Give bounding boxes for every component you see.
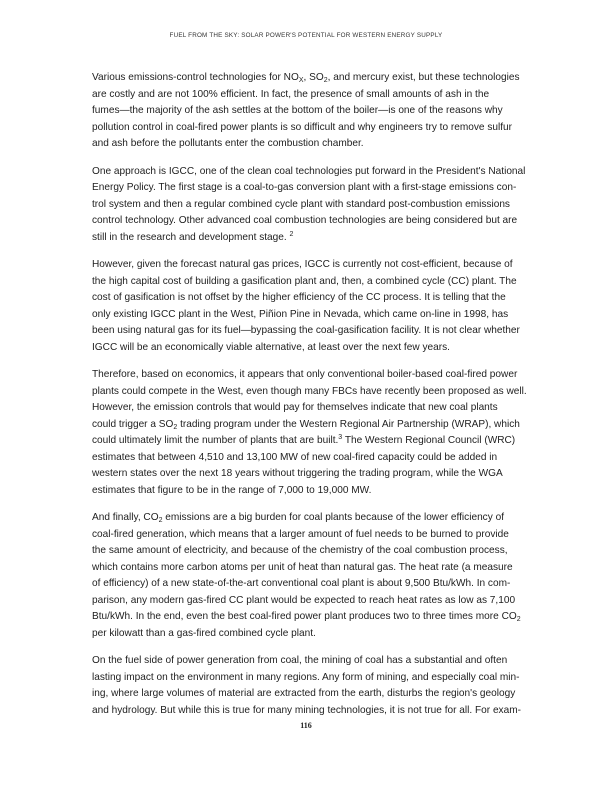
text-run: the same amount of electricity, and because of the chemistry of the coal combustion process,	[92, 545, 508, 556]
text-run: emissions are a big burden for coal plants because of the lower efficiency of	[162, 512, 504, 523]
text-line	[92, 164, 526, 181]
text-run: pollution control in coal-fired power plants is so difficult and why engineers try to remove sulfur	[92, 121, 513, 133]
text-run: One approach is IGCC, one of the clean coal technologies put forward in the President's National	[92, 165, 526, 177]
subscript: 2	[516, 616, 521, 623]
text-line	[92, 307, 522, 324]
text-run: However, the emission controls that would pay for themselves indicate that new coal plants	[92, 402, 498, 413]
text-run: which contains more carbon atoms per unit of heat than natural gas. The heat rate (a measure	[92, 561, 513, 573]
text-run: still in the research and development stage.	[92, 231, 290, 243]
text-run: On the fuel side of power generation from coal, the mining of coal has a substantial and often	[92, 655, 508, 666]
text-line	[92, 367, 522, 384]
text-line	[92, 560, 522, 577]
page-number: 116	[300, 721, 312, 730]
body-text	[92, 70, 527, 730]
text-line	[92, 120, 522, 137]
text-line	[92, 609, 522, 626]
text-run: The Western Regional Council (WRC)	[342, 435, 516, 446]
subscript: 2	[173, 423, 178, 431]
text-line	[92, 653, 522, 670]
text-run: could ultimately limit the number of plants that are built.	[92, 435, 339, 446]
text-line	[92, 417, 522, 434]
text-line	[92, 180, 522, 197]
paragraph	[92, 510, 522, 642]
text-line	[92, 213, 522, 230]
running-header: FUEL FROM THE SKY: SOLAR POWER'S POTENTIAL FOR WESTERN ENERGY SUPPLY	[169, 32, 443, 39]
text-line	[92, 593, 522, 610]
text-line	[92, 576, 522, 593]
text-line	[92, 340, 522, 357]
text-run: and hydrology. But while this is true for many mining technologies, it is not true for all. For exam-	[92, 704, 521, 716]
text-run: ing, where large volumes of material are extracted from the earth, disturbs the region's geology	[92, 688, 516, 699]
text-line	[92, 70, 522, 87]
text-run: estimates that between 4,510 and 13,100 MW of new coal-fired capacity could be added in	[92, 451, 498, 463]
footnote-ref: 3	[338, 434, 343, 441]
text-run: IGCC will be an economically viable alternative, at least over the next few years.	[92, 341, 450, 353]
text-run: could trigger a SO	[92, 418, 174, 430]
text-run: , and mercury exist, but these technologies	[327, 72, 520, 83]
text-run: And finally, CO	[92, 512, 159, 523]
text-run: only existing IGCC plant in the West, Piñion Pine in Nevada, which came on-line in 1998, has	[92, 308, 509, 320]
text-run: fumes—the majority of the ash settles at the bottom of the boiler—is one of the reasons why	[92, 105, 503, 116]
text-line	[92, 433, 522, 450]
text-line	[92, 400, 522, 417]
text-line	[92, 543, 522, 560]
text-line	[92, 466, 522, 483]
text-run: western states over the next 18 years without triggering the trading program, while the WGA	[92, 468, 503, 479]
text-run: are costly and are not 100% efficient. In fact, the presence of small amounts of ash in the	[92, 88, 490, 100]
paragraph	[92, 70, 522, 153]
text-run: per kilowatt than a gas-fired combined cycle plant.	[92, 627, 316, 639]
text-line	[92, 686, 522, 703]
text-line	[92, 670, 522, 687]
text-line	[92, 384, 527, 401]
text-line	[92, 626, 522, 643]
text-run: parison, any modern gas-fired CC plant would be expected to reach heat rates as low as 7,100	[92, 594, 516, 606]
text-run: control technology. Other advanced coal combustion technologies are being considered but are	[92, 215, 518, 226]
text-run: trol system and then a regular combined cycle plant with standard post-combustion emissions	[92, 198, 510, 210]
text-line	[92, 136, 522, 153]
text-run: coal-fired generation, which means that a larger amount of fuel needs to be burned to provide	[92, 528, 509, 540]
text-run: cost of gasification is not offset by the higher efficiency of the CC process. It is telling that the	[92, 292, 506, 303]
text-line	[92, 527, 522, 544]
text-run: the high capital cost of building a gasification plant and, then, a combined cycle (CC) plant. The	[92, 275, 517, 287]
text-run: been using natural gas for its fuel—bypassing the coal-gasification facility. It is not clear whether	[92, 325, 520, 336]
text-run: and ash before the pollutants enter the combustion chamber.	[92, 138, 364, 149]
text-line	[92, 274, 522, 291]
text-line	[92, 197, 522, 214]
paragraph	[92, 257, 522, 356]
paragraph	[92, 367, 527, 499]
text-run: Therefore, based on economics, it appears that only conventional boiler-based coal-fired power	[92, 369, 518, 380]
text-line	[92, 483, 522, 500]
text-run: Energy Policy. The first stage is a coal-to-gas conversion plant with a first-stage emissions con-	[92, 182, 517, 193]
paragraph	[92, 653, 522, 719]
subscript: X	[298, 77, 304, 84]
text-line	[92, 87, 522, 104]
text-run: Various emissions-control technologies for NO	[92, 72, 299, 83]
text-run: lasting impact on the environment in many regions. Any form of mining, and especially coal min-	[92, 671, 520, 683]
paragraph	[92, 164, 526, 247]
text-line	[92, 323, 522, 340]
subscript: 2	[158, 517, 163, 524]
text-run: estimates that figure to be in the range of 7,000 to 19,000 MW.	[92, 484, 372, 496]
subscript: 2	[323, 77, 328, 84]
text-line	[92, 290, 522, 307]
text-line	[92, 510, 522, 527]
text-run: However, given the forecast natural gas prices, IGCC is currently not cost-efficient, because of	[92, 259, 513, 270]
text-run: Btu/kWh. In the end, even the best coal-fired power plant produces two to three times more CO	[92, 611, 517, 622]
text-run: of efficiency) of a new state-of-the-art conventional coal plant is about 9,500 Btu/kWh. In com-	[92, 578, 511, 589]
text-line	[92, 103, 522, 120]
text-run: trading program under the Western Regional Air Partnership (WRAP), which	[177, 418, 520, 430]
text-run: plants could compete in the West, even though many FBCs have recently been proposed as well.	[92, 385, 527, 397]
footnote-ref: 2	[289, 230, 294, 238]
text-line	[92, 450, 522, 467]
text-line	[92, 703, 522, 720]
text-line	[92, 230, 522, 247]
text-line	[92, 257, 522, 274]
text-run: , SO	[303, 72, 324, 83]
